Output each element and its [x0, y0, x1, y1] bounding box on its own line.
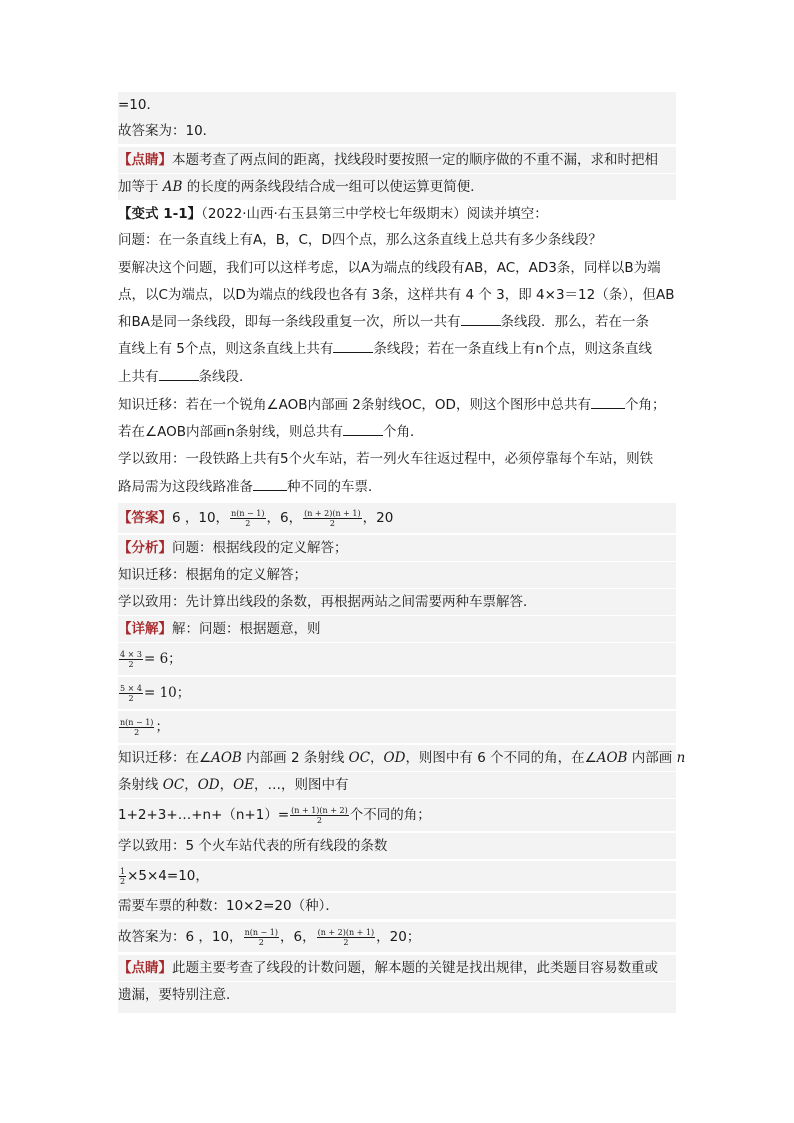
answer-blank[interactable] — [461, 311, 501, 326]
detail-line: 学以致用：5 个火车站代表的所有线段的条数 — [118, 833, 676, 859]
answer-tag: 【答案】 — [118, 510, 172, 526]
comment-line: 遗漏，要特别注意． — [118, 982, 676, 1013]
text-line: =10． — [118, 92, 676, 118]
text-line: 要解决这个问题，我们可以这样考虑，以A为端点的线段有AB，AC，AD3条，同样以B为端 — [118, 260, 661, 276]
problem-header: 【变式 1-1】（2022·山西·右玉县第三中学校七年级期末）阅读并填空： — [118, 206, 548, 222]
fraction: $\frac{5 \times 4}{2}$ — [120, 683, 142, 703]
detail-line: 需要车票的种数：10×2=20（种）． — [118, 893, 676, 919]
analysis-line: 【分析】问题：根据线段的定义解答； — [118, 535, 676, 561]
equation-line: $\frac{1}{2}$ ×5×4=10， — [118, 861, 676, 891]
text-line: 若在∠AOB内部画n条射线，则总共有 个角． — [118, 419, 676, 445]
fraction: $\frac{(n + 2)(n + 1)}{2}$ — [304, 508, 361, 528]
fraction: $\frac{n(n - 1)}{2}$ — [120, 717, 154, 737]
text-line: 学以致用：一段铁路上共有5个火车站，若一列火车往返过程中，必须停靠每个车站，则铁 — [118, 451, 654, 467]
analysis-line: 知识迁移：根据角的定义解答； — [118, 562, 676, 588]
text-line: 点，以C为端点，以D为端点的线段也各有 3条，这样共有 4 个 3，即 4×3＝12（条），但AB — [118, 287, 675, 303]
text-line: 上共有 条线段． — [118, 364, 676, 390]
answer-blank[interactable] — [343, 421, 383, 436]
fraction: $\frac{(n + 2)(n + 1)}{2}$ — [317, 927, 375, 947]
equation-line: 1+2+3+…+n+（n+1）= $\frac{(n + 1)(n + 2)}{2}$ 个不同的角； — [118, 799, 676, 831]
text-line: 和BA是同一条线段，即每一条线段重复一次，所以一共有 条线段．那么，若在一条 — [118, 309, 676, 335]
text-line: 路局需为这段线路准备 种不同的车票． — [118, 474, 676, 500]
answer-blank[interactable] — [253, 476, 287, 491]
equation-line: $\frac{n(n - 1)}{2}$ ； — [118, 711, 676, 743]
fraction: $\frac{(n + 1)(n + 2)}{2}$ — [291, 805, 348, 825]
detail-line: 条射线 OC，OD，OE，…，则图中有 — [118, 772, 676, 798]
equation-line: $\frac{5 \times 4}{2}$ = 10； — [118, 677, 676, 709]
dianjing-tag: 【点睛】 — [118, 960, 172, 976]
answer-blank[interactable] — [333, 338, 373, 353]
comment-line: 【点睛】此题主要考查了线段的计数问题，解本题的关键是找出规律，此类题目容易数重或 — [118, 955, 676, 981]
detail-line: 【详解】解：问题：根据题意，则 — [118, 616, 676, 642]
fraction: $\frac{n(n - 1)}{2}$ — [231, 508, 265, 528]
comment-line: 【点睛】本题考查了两点间的距离，找线段时要按照一定的顺序做的不重不漏，求和时把相 — [118, 147, 676, 173]
fraction: $\frac{n(n - 1)}{2}$ — [244, 927, 278, 947]
answer-line: 【答案】6 ，10， $\frac{n(n - 1)}{2}$ ，6， $\frac{(n + 2)(n + 1)}{2}$ ，20 — [118, 503, 676, 533]
text-line: 知识迁移：若在一个锐角∠AOB内部画 2条射线OC，OD，则这个图形中总共有 个角； — [118, 392, 676, 418]
comment-line: 加等于 AB 的长度的两条线段结合成一组可以使运算更简便． — [118, 174, 676, 200]
answer-summary-line: 故答案为：6 ，10， $\frac{n(n - 1)}{2}$ ，6， $\frac{(n + 2)(n + 1)}{2}$ ，20； — [118, 922, 676, 952]
analysis-tag: 【分析】 — [118, 540, 172, 556]
detail-line: 知识迁移：在∠AOB 内部画 2 条射线 OC，OD，则图中有 6 个不同的角，在∠AOB 内部画 n — [118, 745, 676, 771]
dianjing-tag: 【点睛】 — [118, 152, 172, 168]
text-line: 故答案为：10． — [118, 118, 676, 144]
analysis-line: 学以致用：先计算出线段的条数，再根据两站之间需要两种车票解答． — [118, 589, 676, 615]
text-line: 问题：在一条直线上有A，B，C，D四个点，那么这条直线上总共有多少条线段？ — [118, 232, 602, 248]
equation-line: $\frac{4 \times 3}{2}$ = 6； — [118, 643, 676, 675]
variant-tag: 【变式 1-1】 — [118, 206, 202, 222]
text-line: 直线上有 5个点，则这条直线上共有 条线段；若在一条直线上有n个点，则这条直线 — [118, 336, 676, 362]
fraction: $\frac{4 \times 3}{2}$ — [120, 649, 142, 669]
detail-tag: 【详解】 — [118, 621, 172, 637]
fraction: $\frac{1}{2}$ — [120, 866, 126, 886]
answer-blank[interactable] — [159, 366, 199, 381]
answer-blank[interactable] — [591, 394, 625, 409]
